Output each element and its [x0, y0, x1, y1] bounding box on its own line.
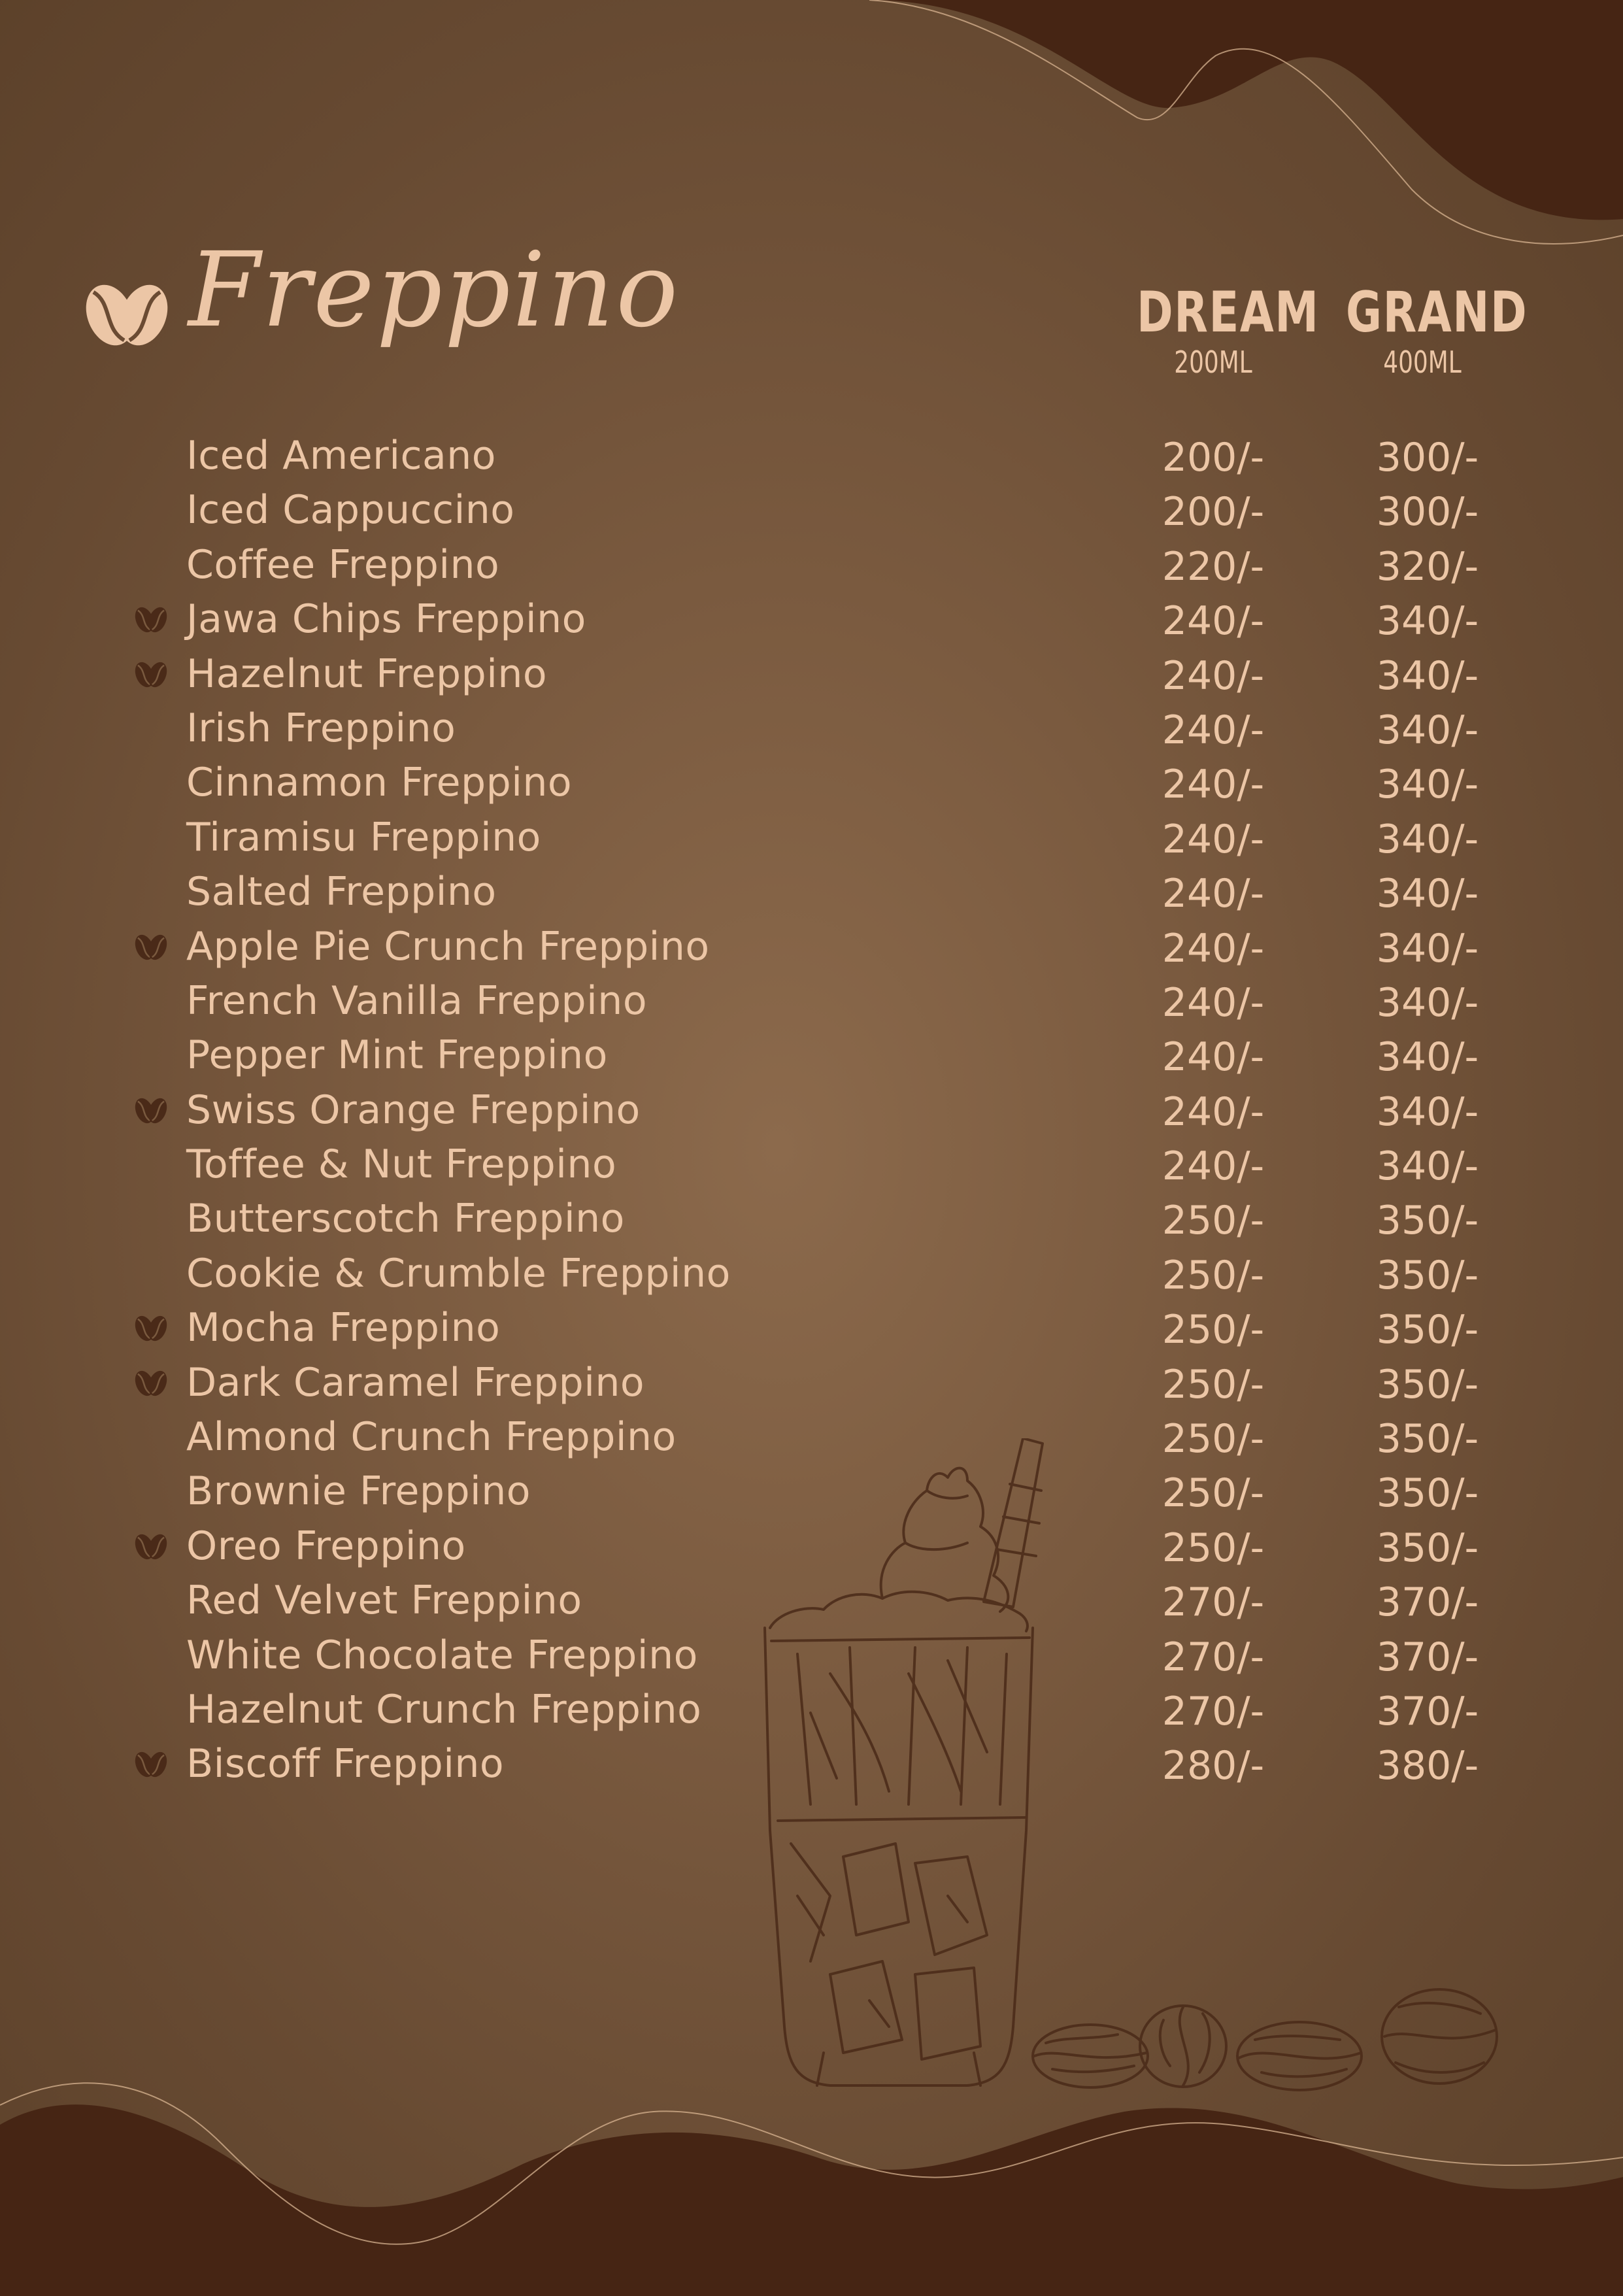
price-grand: 340/- — [1376, 762, 1479, 808]
menu-item-row — [0, 701, 1623, 755]
coffee-bean-icon — [133, 605, 169, 635]
price-grand: 350/- — [1376, 1416, 1479, 1462]
price-dream: 250/- — [1162, 1361, 1265, 1408]
item-name: Cookie & Crumble Freppino — [186, 1250, 731, 1296]
column-name: DREAM — [1137, 280, 1320, 345]
price-dream: 250/- — [1162, 1525, 1265, 1571]
price-dream: 240/- — [1162, 598, 1265, 645]
price-grand: 350/- — [1376, 1525, 1479, 1571]
menu-item-row — [0, 1191, 1623, 1245]
price-dream: 240/- — [1162, 979, 1265, 1026]
price-dream: 220/- — [1162, 543, 1265, 590]
price-grand: 370/- — [1376, 1579, 1479, 1626]
item-name: Pepper Mint Freppino — [186, 1032, 608, 1079]
price-grand: 370/- — [1376, 1634, 1479, 1680]
iced-coffee-glass-illustration — [752, 1438, 1516, 2112]
item-name: Irish Freppino — [186, 705, 456, 751]
item-name: Iced Americano — [186, 433, 496, 479]
coffee-bean-icon — [133, 1096, 169, 1126]
menu-item-row — [0, 537, 1623, 592]
item-name: Almond Crunch Freppino — [186, 1414, 677, 1460]
menu-item-row — [0, 1355, 1623, 1410]
menu-item-row — [0, 1246, 1623, 1300]
item-name: Coffee Freppino — [186, 541, 500, 588]
coffee-bean-icon — [133, 932, 169, 962]
price-dream: 240/- — [1162, 1089, 1265, 1135]
price-dream: 200/- — [1162, 435, 1265, 481]
price-grand: 340/- — [1376, 1034, 1479, 1081]
price-grand: 340/- — [1376, 1089, 1479, 1135]
price-grand: 350/- — [1376, 1361, 1479, 1408]
column-size: 400ML — [1383, 345, 1462, 380]
item-name: Red Velvet Freppino — [186, 1578, 582, 1624]
price-grand: 350/- — [1376, 1307, 1479, 1353]
menu-title: Freppino — [188, 230, 680, 350]
price-dream: 240/- — [1162, 871, 1265, 917]
coffee-bean-icon — [133, 1749, 169, 1780]
column-size: 200ML — [1174, 345, 1252, 380]
price-grand: 340/- — [1376, 925, 1479, 971]
item-name: Oreo Freppino — [186, 1523, 466, 1569]
menu-item-row — [0, 973, 1623, 1028]
menu-item-row — [0, 1137, 1623, 1191]
price-dream: 240/- — [1162, 762, 1265, 808]
item-name: Apple Pie Crunch Freppino — [186, 923, 710, 970]
price-dream: 250/- — [1162, 1470, 1265, 1517]
price-grand: 340/- — [1376, 1143, 1479, 1190]
column-header-dream — [1115, 280, 1320, 380]
item-name: French Vanilla Freppino — [186, 977, 648, 1024]
price-dream: 250/- — [1162, 1252, 1265, 1298]
item-name: Biscoff Freppino — [186, 1741, 505, 1787]
price-grand: 320/- — [1376, 543, 1479, 590]
menu-item-row — [0, 1083, 1623, 1137]
price-grand: 340/- — [1376, 707, 1479, 753]
item-name: Mocha Freppino — [186, 1305, 501, 1351]
item-name: Hazelnut Freppino — [186, 650, 548, 697]
price-grand: 340/- — [1376, 652, 1479, 699]
coffee-bean-icon — [133, 1532, 169, 1562]
price-dream: 240/- — [1162, 1034, 1265, 1081]
price-dream: 250/- — [1162, 1198, 1265, 1244]
price-grand: 350/- — [1376, 1470, 1479, 1517]
price-dream: 250/- — [1162, 1307, 1265, 1353]
item-name: Salted Freppino — [186, 869, 497, 915]
price-grand: 350/- — [1376, 1198, 1479, 1244]
column-name: GRAND — [1346, 280, 1528, 345]
price-dream: 240/- — [1162, 652, 1265, 699]
menu-item-row — [0, 482, 1623, 537]
bottom-wave — [0, 2104, 1623, 2296]
price-dream: 240/- — [1162, 1143, 1265, 1190]
price-grand: 340/- — [1376, 871, 1479, 917]
price-dream: 270/- — [1162, 1579, 1265, 1626]
item-name: Tiramisu Freppino — [186, 814, 541, 860]
menu-item-row — [0, 647, 1623, 701]
price-dream: 270/- — [1162, 1688, 1265, 1734]
item-name: Hazelnut Crunch Freppino — [186, 1686, 702, 1732]
price-dream: 270/- — [1162, 1634, 1265, 1680]
item-name: Iced Cappuccino — [186, 487, 515, 533]
menu-item-row — [0, 428, 1623, 482]
price-grand: 340/- — [1376, 598, 1479, 645]
menu-item-row — [0, 1300, 1623, 1355]
price-grand: 300/- — [1376, 435, 1479, 481]
coffee-beans-icon — [84, 273, 170, 352]
price-dream: 250/- — [1162, 1416, 1265, 1462]
price-grand: 340/- — [1376, 979, 1479, 1026]
coffee-bean-icon — [133, 1368, 169, 1398]
item-name: Cinnamon Freppino — [186, 760, 573, 806]
price-grand: 300/- — [1376, 489, 1479, 535]
item-name: Butterscotch Freppino — [186, 1196, 625, 1242]
price-dream: 240/- — [1162, 925, 1265, 971]
price-dream: 240/- — [1162, 707, 1265, 753]
coffee-bean-icon — [133, 1313, 169, 1343]
menu-item-row — [0, 810, 1623, 864]
price-grand: 380/- — [1376, 1743, 1479, 1789]
menu-item-row — [0, 755, 1623, 809]
price-dream: 240/- — [1162, 816, 1265, 862]
price-grand: 370/- — [1376, 1688, 1479, 1734]
coffee-bean-icon — [133, 660, 169, 690]
menu-item-row — [0, 592, 1623, 646]
item-name: Dark Caramel Freppino — [186, 1359, 645, 1406]
price-dream: 200/- — [1162, 489, 1265, 535]
menu-item-row — [0, 919, 1623, 973]
item-name: Toffee & Nut Freppino — [186, 1141, 617, 1188]
column-header-grand — [1324, 280, 1528, 380]
price-grand: 340/- — [1376, 816, 1479, 862]
menu-item-row — [0, 1028, 1623, 1082]
item-name: Jawa Chips Freppino — [186, 596, 586, 643]
item-name: White Chocolate Freppino — [186, 1632, 698, 1678]
item-name: Swiss Orange Freppino — [186, 1087, 641, 1133]
price-dream: 280/- — [1162, 1743, 1265, 1789]
menu-item-row — [0, 864, 1623, 919]
top-right-wave — [869, 0, 1623, 220]
item-name: Brownie Freppino — [186, 1468, 531, 1515]
price-grand: 350/- — [1376, 1252, 1479, 1298]
